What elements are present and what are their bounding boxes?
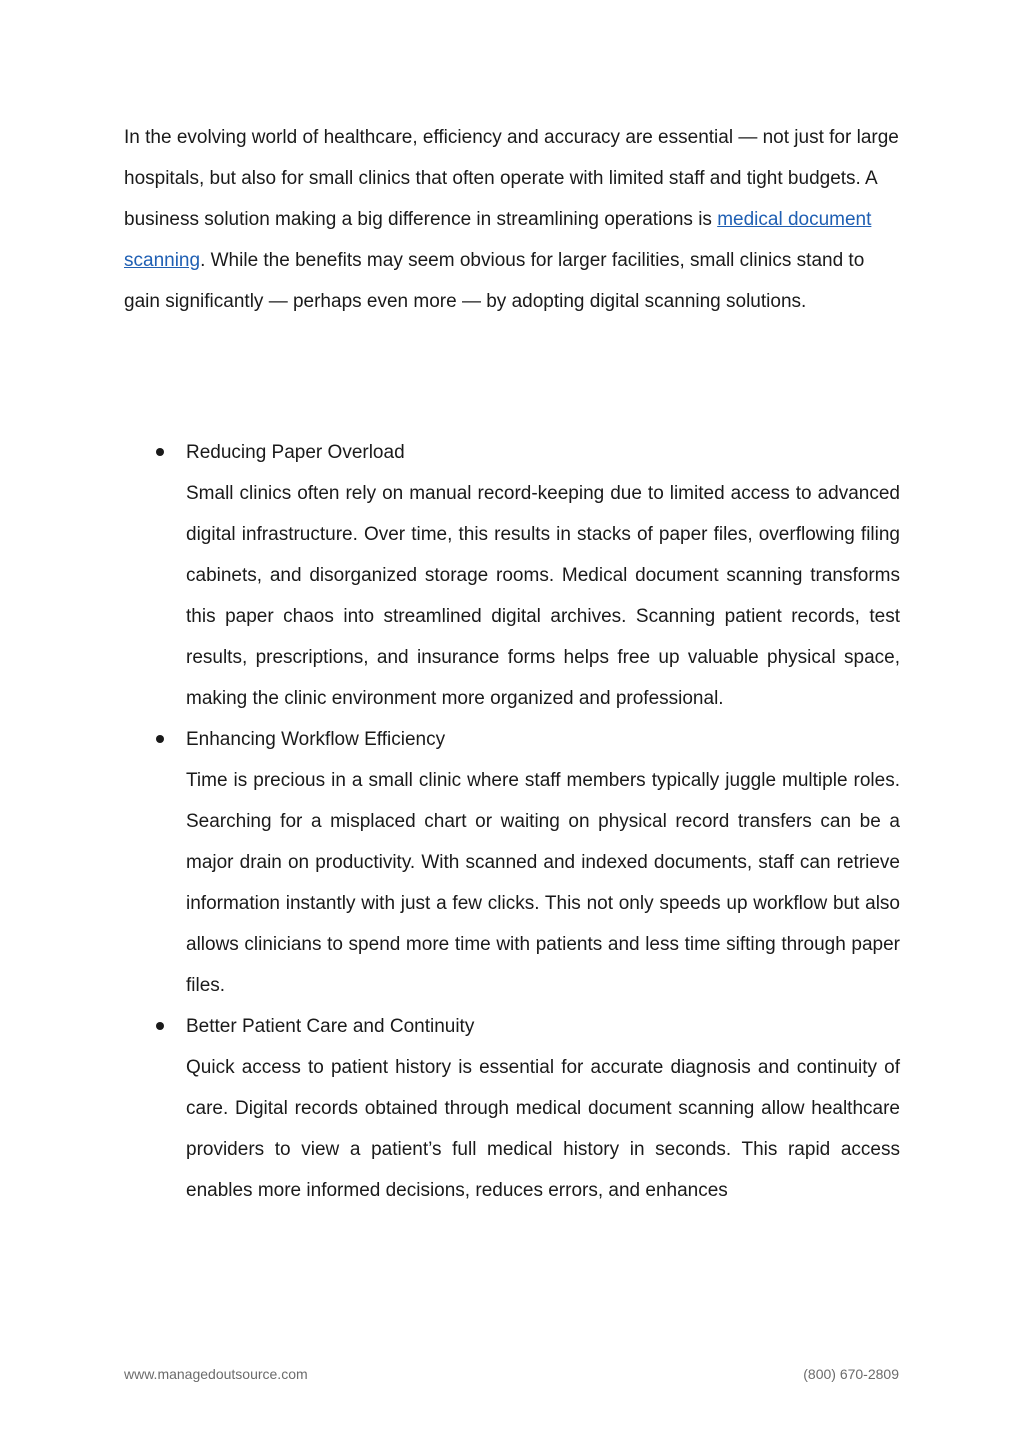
footer-phone: (800) 670-2809 xyxy=(803,1366,899,1382)
section-heading: Better Patient Care and Continuity xyxy=(186,1016,475,1037)
benefits-list xyxy=(124,432,900,1211)
section-heading: Enhancing Workflow Efficiency xyxy=(186,729,446,750)
intro-text-before-link: In the evolving world of healthcare, efficiency and accuracy are essential — not just for large hospitals, but also for small clinics that often operate with limited staff and tight budgets. A business solution making a big difference in streamlining operations is xyxy=(124,127,899,230)
bullet-icon xyxy=(156,448,164,456)
list-item xyxy=(124,432,900,719)
medical-document-scanning-link[interactable]: medical document scanning xyxy=(124,209,872,271)
section-body: Quick access to patient history is essential for accurate diagnosis and continuity of care. Digital records obtained through medical document scanning allow healthcare providers to view a patient’s full medical history in seconds. This rapid access enables more informed decisions, reduces errors, and enhances xyxy=(186,1057,900,1201)
list-item xyxy=(124,719,900,1006)
list-item xyxy=(124,1006,900,1211)
footer-website: www.managedoutsource.com xyxy=(124,1366,308,1382)
intro-text-after-link: . While the benefits may seem obvious for larger facilities, small clinics stand to gain significantly — perhaps even more — by adopting digital scanning solutions. xyxy=(124,250,865,312)
bullet-icon xyxy=(156,735,164,743)
section-heading: Reducing Paper Overload xyxy=(186,442,405,463)
section-body: Time is precious in a small clinic where staff members typically juggle multiple roles. Searching for a misplaced chart or waiting on physical record transfers can be a major drain on productivity. With scanned and indexed documents, staff can retrieve information instantly with just a few clicks. This not only speeds up workflow but also allows clinicians to spend more time with patients and less time sifting through paper files. xyxy=(186,770,900,996)
section-body: Small clinics often rely on manual record-keeping due to limited access to advanced digital infrastructure. Over time, this results in stacks of paper files, overflowing filing cabinets, and disorganized storage rooms. Medical document scanning transforms this paper chaos into streamlined digital archives. Scanning patient records, test results, prescriptions, and insurance forms helps free up valuable physical space, making the clinic environment more organized and professional. xyxy=(186,483,900,709)
intro-paragraph xyxy=(124,117,900,322)
bullet-icon xyxy=(156,1022,164,1030)
